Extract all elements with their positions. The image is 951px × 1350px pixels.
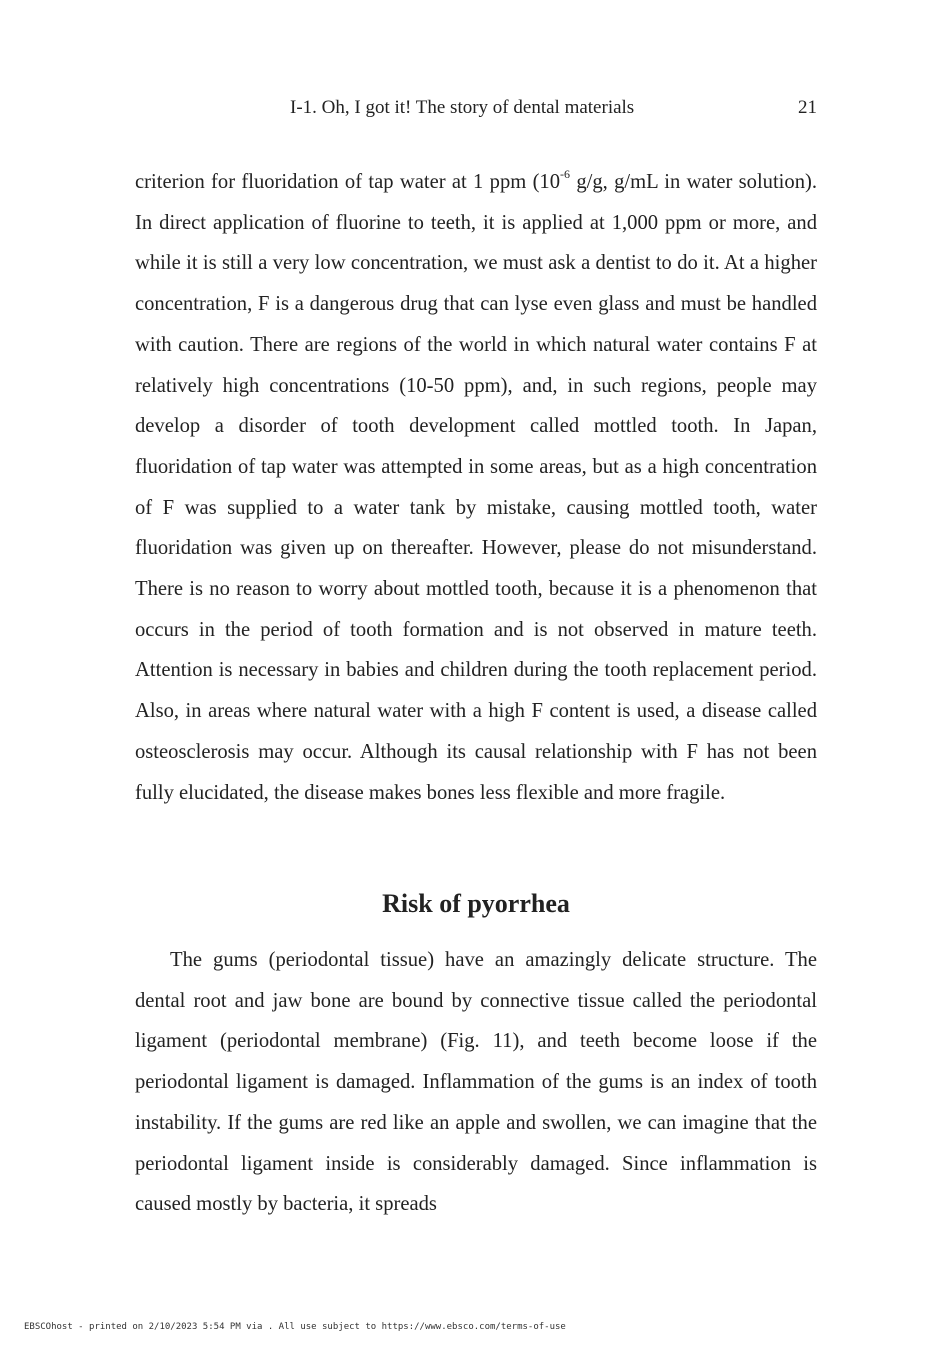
- running-title: I-1. Oh, I got it! The story of dental materials: [290, 97, 635, 118]
- section-heading: Risk of pyorrhea: [382, 889, 570, 918]
- body-paragraph-pyorrhea: The gums (periodontal tissue) have an amazingly delicate structure. The dental root and jaw bone are bound by connective tissue called the periodontal ligament (periodontal membrane) (Fig. 11), and teeth become loose if the periodontal ligament is damaged. Inflammation of the gums is an index of tooth instability. If the gums are red like an apple and swollen, we can imagine that the periodontal ligament inside is considerably damaged. Since inflammation is caused mostly by bacteria, it spreads: [135, 949, 817, 1216]
- paragraph-text-rest: g/g, g/mL in water solution). In direct application of fluorine to teeth, it is applied at 1,000 ppm or more, and while it is still a very low concentration, we must ask a dentist to do it. At a higher concentration, F is a dangerous drug that can lyse even glass and must be handled with caution. There are regions of the world in which natural water contains F at relatively high concentrations (10-50 ppm), and, in such regions, people may develop a disorder of tooth development called mottled tooth. In Japan, fluoridation of tap water was attempted in some areas, but as a high concentration of F was supplied to a water tank by mistake, causing mottled tooth, water fluoridation was given up on thereafter. However, please do not misunderstand. There is no reason to worry about mottled tooth, because it is a phenomenon that occurs in the period of tooth formation and is not observed in mature teeth. Attention is necessary in babies and children during the tooth replacement period. Also, in areas where natural water with a high F content is used, a disease called osteosclerosis may occur. Although its causal relationship with F has not been fully elucidated, the disease makes bones less flexible and more fragile.: [135, 171, 818, 804]
- paragraph-text-start: criterion for fluoridation of tap water at 1 ppm (10: [135, 171, 561, 193]
- running-header: [135, 97, 817, 123]
- print-footer: EBSCOhost - printed on 2/10/2023 5:54 PM via . All use subject to https://www.ebsco.com/terms-of-use: [24, 1322, 566, 1332]
- superscript-exponent: -6: [560, 167, 571, 182]
- body-paragraph-fluoride: [135, 162, 817, 813]
- page-number: 21: [798, 97, 817, 118]
